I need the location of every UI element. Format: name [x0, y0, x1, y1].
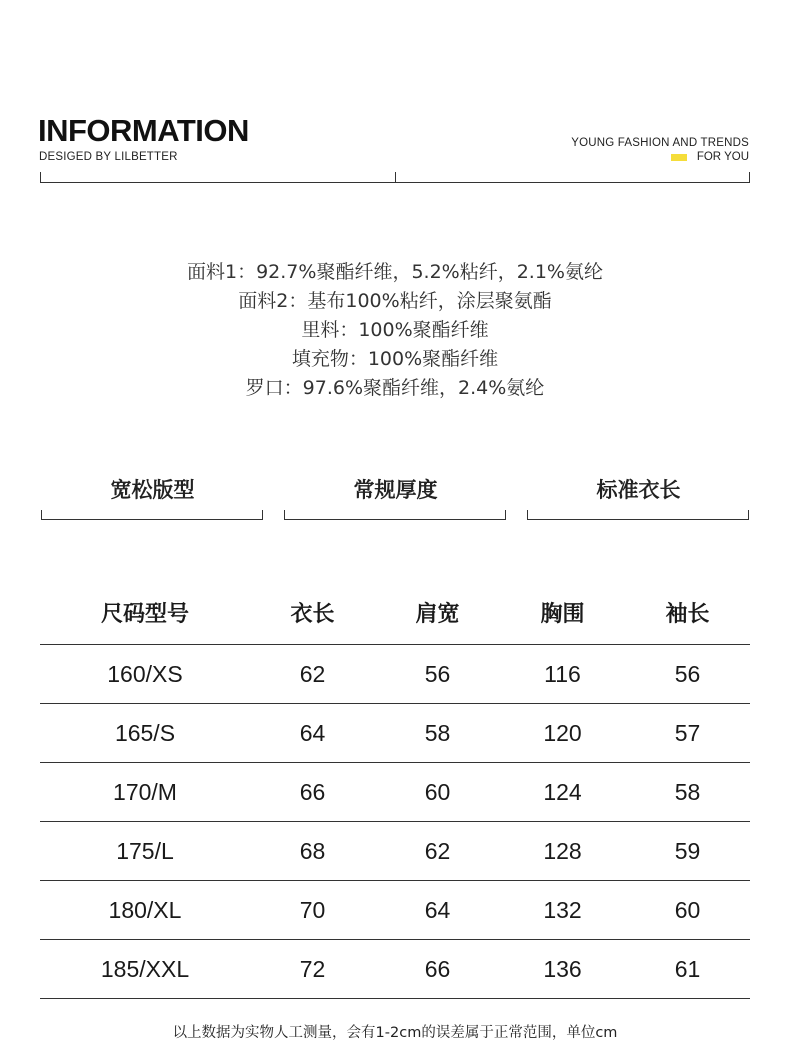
table-cell: 124 — [543, 778, 582, 805]
table-cell: 160/XS — [107, 660, 183, 687]
column-header: 衣长 — [290, 602, 335, 627]
table-cell: 132 — [543, 896, 582, 923]
table-cell: 60 — [424, 778, 451, 805]
material-line: 罗口：97.6%聚酯纤维，2.4%氨纶 — [245, 377, 545, 399]
attribute-thickness: 常规厚度 — [353, 478, 438, 502]
attribute-fit: 宽松版型 — [110, 478, 195, 502]
table-cell: 57 — [674, 719, 701, 746]
material-line: 里料：100%聚酯纤维 — [301, 319, 489, 341]
table-cell: 66 — [299, 778, 326, 805]
table-row — [40, 645, 750, 704]
material-line: 面料1：92.7%聚酯纤维，5.2%粘纤，2.1%氨纶 — [187, 261, 603, 283]
table-cell: 72 — [299, 955, 326, 982]
measurement-footnote: 以上数据为实物人工测量，会有1-2cm的误差属于正常范围，单位cm — [172, 1025, 618, 1041]
table-cell: 136 — [543, 955, 582, 982]
table-cell: 62 — [299, 660, 326, 687]
designer-subtitle: DESIGED BY LILBETTER — [39, 151, 178, 163]
table-cell: 64 — [299, 719, 326, 746]
column-header: 袖长 — [665, 602, 710, 627]
attribute-length-bracket — [527, 510, 749, 520]
table-cell: 56 — [674, 660, 701, 687]
tagline-line2: FOR YOU — [696, 151, 749, 163]
table-row — [40, 940, 750, 999]
column-header: 肩宽 — [415, 602, 460, 627]
material-line: 填充物：100%聚酯纤维 — [291, 348, 499, 370]
yellow-accent-bar — [671, 154, 687, 161]
table-cell: 58 — [674, 778, 701, 805]
table-cell: 64 — [424, 896, 451, 923]
table-cell: 62 — [424, 837, 451, 864]
table-cell: 180/XL — [108, 896, 182, 923]
header-divider-tick-mid — [395, 172, 396, 183]
table-cell: 120 — [543, 719, 582, 746]
page-title: INFORMATION — [38, 113, 249, 148]
table-row — [40, 704, 750, 763]
column-header: 胸围 — [540, 602, 585, 627]
header-divider-tick-left — [40, 172, 41, 183]
table-cell: 61 — [674, 955, 701, 982]
tagline-line2-wrap — [671, 151, 749, 163]
size-table — [40, 581, 750, 999]
table-row — [40, 881, 750, 940]
table-cell: 58 — [424, 719, 451, 746]
table-cell: 68 — [299, 837, 326, 864]
header-divider-tick-right — [749, 172, 750, 183]
table-row — [40, 763, 750, 822]
table-cell: 70 — [299, 896, 326, 923]
table-cell: 56 — [424, 660, 451, 687]
attribute-length: 标准衣长 — [596, 478, 681, 502]
table-cell: 185/XXL — [100, 955, 190, 982]
table-header-row — [40, 581, 750, 645]
material-line: 面料2：基布100%粘纤，涂层聚氨酯 — [238, 290, 552, 312]
table-cell: 66 — [424, 955, 451, 982]
table-cell: 170/M — [113, 778, 177, 805]
table-cell: 116 — [544, 660, 581, 687]
table-cell: 59 — [674, 837, 701, 864]
attribute-thickness-bracket — [284, 510, 506, 520]
tagline-line1: YOUNG FASHION AND TRENDS — [571, 137, 749, 149]
attribute-fit-bracket — [41, 510, 263, 520]
table-cell: 60 — [674, 896, 701, 923]
table-cell: 165/S — [114, 719, 176, 746]
materials-block — [0, 258, 790, 403]
table-cell: 175/L — [116, 837, 174, 864]
table-row — [40, 822, 750, 881]
table-cell: 128 — [543, 837, 582, 864]
column-header: 尺码型号 — [100, 602, 189, 627]
